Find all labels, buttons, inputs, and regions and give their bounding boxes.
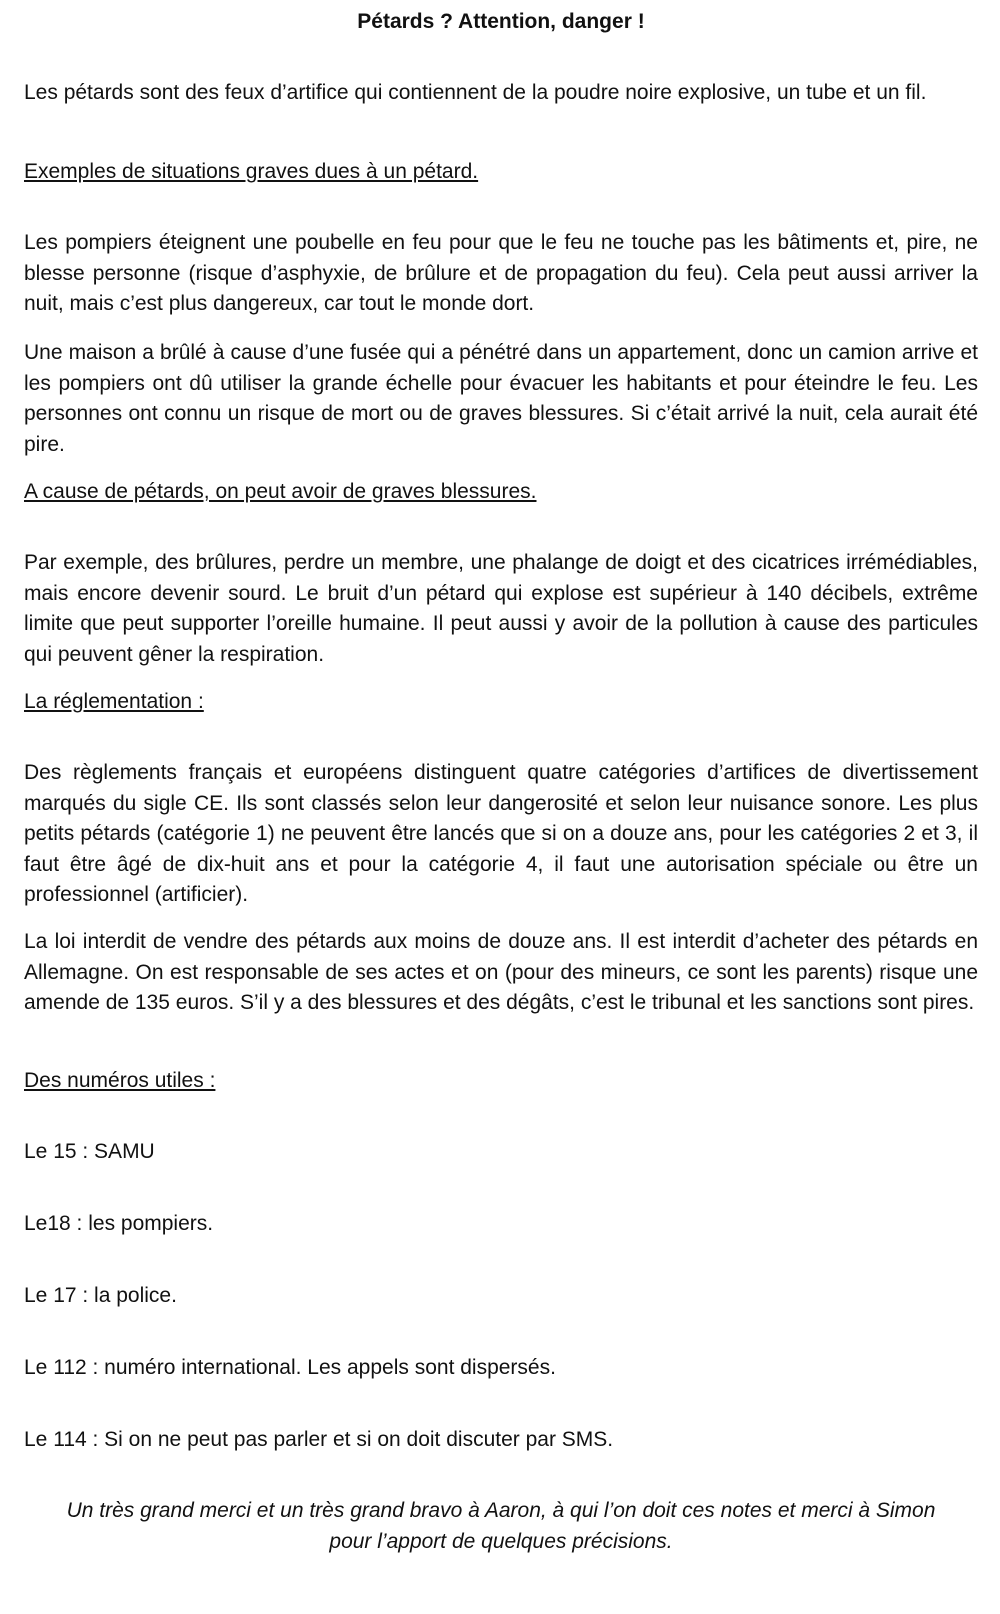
- list-item-police: Le 17 : la police.: [24, 1284, 177, 1307]
- section-heading-blessures: A cause de pétards, on peut avoir de graves blessures.: [24, 480, 537, 503]
- footer-thanks: Un très grand merci et un très grand bravo à Aaron, à qui l’on doit ces notes et merci à Simon pour l’apport de quelques précisions.: [66, 1499, 936, 1553]
- section-heading-situations: Exemples de situations graves dues à un pétard.: [24, 160, 479, 183]
- page-title: Pétards ? Attention, danger !: [357, 10, 645, 33]
- paragraph-loi: La loi interdit de vendre des pétards aux moins de douze ans. Il est interdit d’acheter des pétards en Allemagne. On est responsable de ses actes et on (pour des mineurs, ce sont les parents) risque une amende de 135 euros. S’il y a des blessures et des dégâts, c’est le tribunal et les sanctions sont pires.: [24, 930, 978, 1014]
- paragraph-blessures: Par exemple, des brûlures, perdre un membre, une phalange de doigt et des cicatrices irrémédiables, mais encore devenir sourd. Le bruit d’un pétard qui explose est supérieur à 140 décibels, extrême limite que peut supporter l’oreille humaine. Il peut aussi y avoir de la pollution à cause des particules qui peuvent gêner la respiration.: [24, 551, 978, 666]
- paragraph-categories: Des règlements français et européens distinguent quatre catégories d’artifices de divertissement marqués du sigle CE. Ils sont classés selon leur dangerosité et selon leur nuisance sonore. Les plus petits pétards (catégorie 1) ne peuvent être lancés que si on a douze ans, pour les catégories 2 et 3, il faut être âgé de dix-huit ans et pour la catégorie 4, il faut une autorisation spéciale ou être un professionnel (artificier).: [24, 761, 978, 906]
- intro-paragraph: Les pétards sont des feux d’artifice qui contiennent de la poudre noire explosive, un tube et un fil.: [24, 81, 927, 104]
- list-item-sms: Le 114 : Si on ne peut pas parler et si on doit discuter par SMS.: [24, 1428, 614, 1451]
- paragraph-poubelle: Les pompiers éteignent une poubelle en feu pour que le feu ne touche pas les bâtiments et, pire, ne blesse personne (risque d’asphyxie, de brûlure et de propagation du feu). Cela peut aussi arriver la nuit, mais c’est plus dangereux, car tout le monde dort.: [24, 231, 978, 315]
- paragraph-maison: Une maison a brûlé à cause d’une fusée qui a pénétré dans un appartement, donc un camion arrive et les pompiers ont dû utiliser la grande échelle pour évacuer les habitants et pour éteindre le feu. Les personnes ont connu un risque de mort ou de graves blessures. Si c’était arrivé la nuit, cela aurait été pire.: [24, 341, 978, 456]
- section-heading-reglementation: La réglementation :: [24, 690, 204, 713]
- list-item-pompiers: Le18 : les pompiers.: [24, 1212, 214, 1235]
- section-heading-numeros: Des numéros utiles :: [24, 1069, 216, 1092]
- list-item-international: Le 112 : numéro international. Les appels sont dispersés.: [24, 1356, 556, 1379]
- list-item-samu: Le 15 : SAMU: [24, 1140, 155, 1163]
